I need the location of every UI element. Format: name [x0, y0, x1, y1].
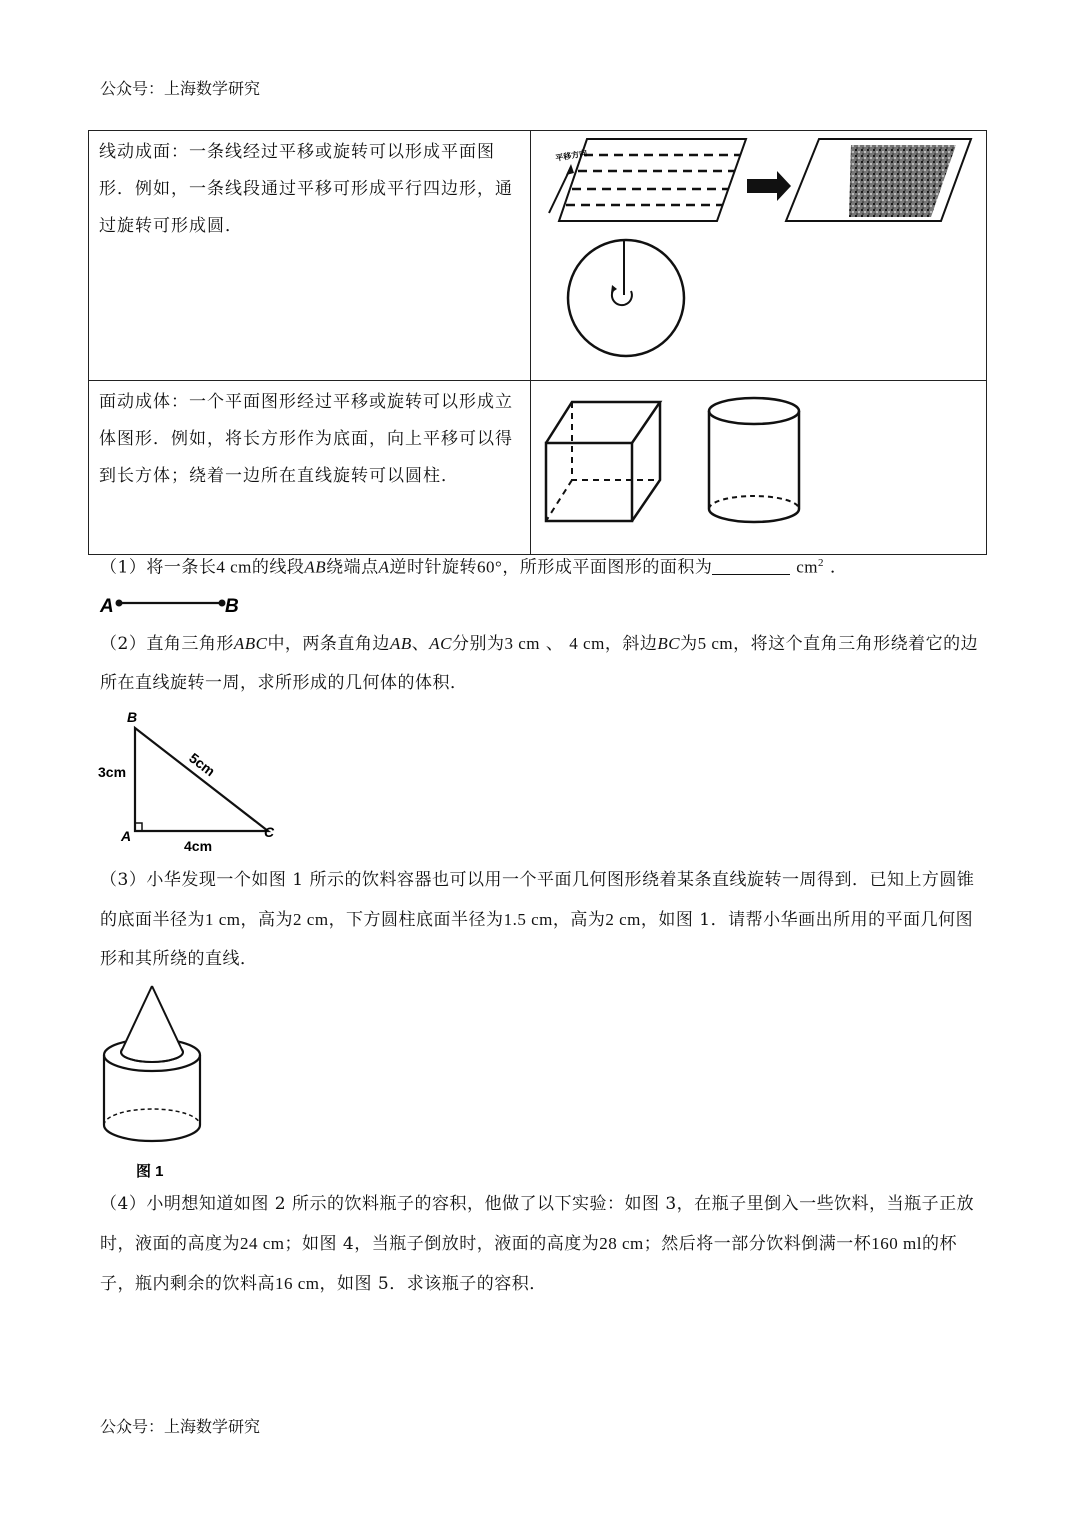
concept-table — [88, 130, 987, 555]
translation-direction-label: 平移方向 — [554, 148, 588, 163]
table-row — [89, 131, 987, 381]
plane-to-solid-figure — [531, 381, 987, 555]
vertex-c-label: C — [264, 824, 275, 840]
question-2: （2）直角三角形ABC中，两条直角边AB、AC分别为3 cm 、 4 cm，斜边BC为5 cm，将这个直角三角形绕着它的边所在直线旋转一周，求所形成的几何体的体积． — [100, 634, 979, 693]
question-4: （4）小明想知道如图 2 所示的饮料瓶子的容积，他做了以下实验：如图 3，在瓶子里倒入一些饮料，当瓶子正放时，液面的高度为24 cm；如图 4，当瓶子倒放时，液面的高度为28 cm；然后将一部分饮料倒满一杯160 ml的杯子，瓶内剩余的饮料高16 cm，如图 5．求该瓶子的容积． — [100, 1194, 975, 1294]
vertex-a-label: A — [121, 828, 132, 844]
side-ab-label: 3cm — [98, 764, 127, 780]
cuboid-cylinder-diagram — [531, 381, 986, 549]
figure-1-container — [98, 980, 213, 1180]
side-ac-label: 4cm — [184, 838, 213, 854]
page-footer: 公众号：上海数学研究 — [100, 1417, 261, 1436]
answer-blank[interactable] — [712, 558, 790, 575]
right-triangle-figure — [96, 705, 296, 855]
table-row — [89, 381, 987, 555]
segment-ab-figure — [98, 592, 248, 620]
question-3: （3）小华发现一个如图 1 所示的饮料容器也可以用一个平面几何图形绕着某条直线旋转一周得到．已知上方圆锥的底面半径为1 cm，高为2 cm，下方圆柱底面半径为1.5 cm，高为2 cm，如图 1．请帮小华画出所用的平面几何图形和其所绕的直线． — [100, 870, 975, 969]
page-header: 公众号：上海数学研究 — [100, 79, 261, 98]
side-bc-label: 5cm — [186, 749, 219, 780]
point-a-label: A — [100, 596, 114, 617]
point-b-label: B — [225, 596, 239, 617]
vertex-b-label: B — [127, 709, 138, 725]
figure-1-caption: 图 1 — [136, 1163, 164, 1180]
question-1: （1）将一条长4 cm的线段AB绕端点A逆时针旋转60°，所形成平面图形的面积为 $cm^2$ ． — [100, 557, 848, 578]
line-to-plane-text: 线动成面：一条线经过平移或旋转可以形成平面图形．例如，一条线段通过平移可形成平行四边形，通过旋转可形成圆． — [99, 142, 513, 236]
translation-rotation-diagram — [531, 131, 986, 375]
line-to-plane-figure — [531, 131, 987, 381]
plane-to-solid-text: 面动成体：一个平面图形经过平移或旋转可以形成立体图形．例如，将长方形作为底面，向上平移可以得到长方体；绕着一边所在直线旋转可以圆柱． — [99, 392, 513, 486]
